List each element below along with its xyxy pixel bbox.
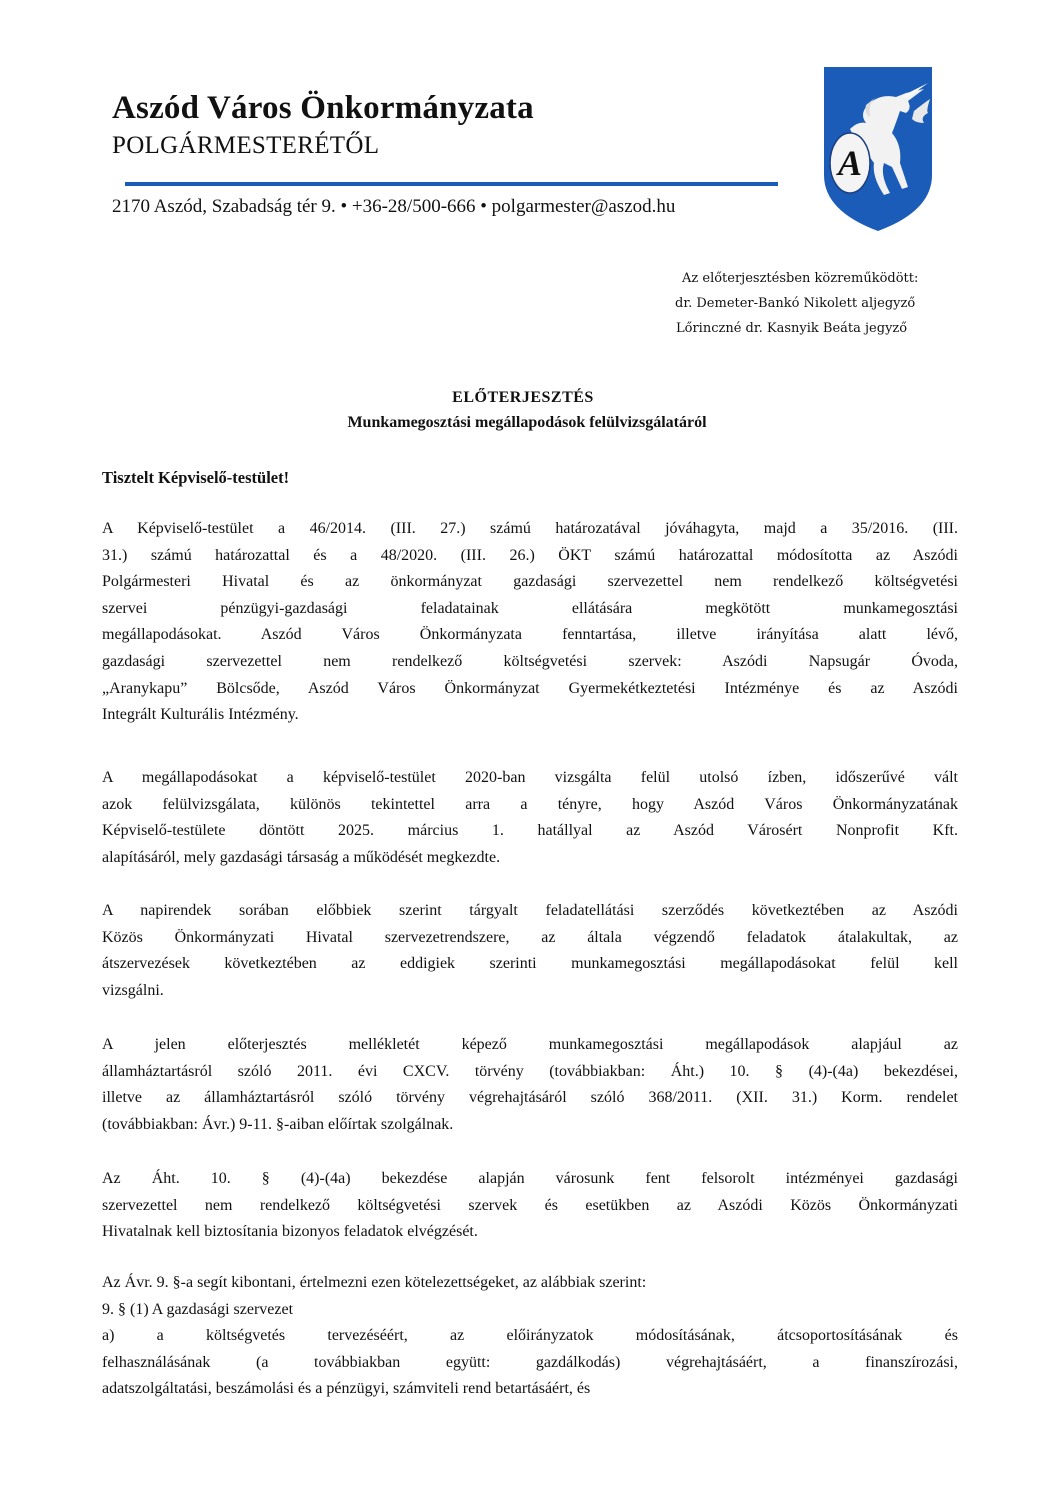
paragraph <box>102 516 958 729</box>
paragraph-line: gazdasági szervezettel nem rendelkező költségvetési szervek: Aszódi Napsugár Óvoda, <box>102 652 958 670</box>
paragraph-line: adatszolgáltatási, beszámolási és a pénzügyi, számviteli rend betartásáért, és <box>102 1380 591 1398</box>
letterhead-divider <box>125 182 778 186</box>
paragraph <box>102 1270 958 1403</box>
paragraph-line: szervei pénzügyi-gazdasági feladatainak ellátására megkötött munkamegosztási <box>102 599 958 617</box>
paragraph-line: A jelen előterjesztés mellékletét képező munkamegosztási megállapodások alapjául az <box>102 1036 958 1053</box>
paragraph-line: államháztartásról szóló 2011. évi CXCV. törvény (továbbiakban: Áht.) 10. § (4)-(4a) bekezdései, <box>102 1062 958 1080</box>
paragraph-line: Az Áht. 10. § (4)-(4a) bekezdése alapján városunk fent felsorolt intézményei gazdasági <box>102 1170 958 1187</box>
paragraph-line: felhasználásának (a továbbiakban együtt: gazdálkodás) végrehajtásáért, a finanszírozási, <box>102 1353 958 1371</box>
document-type-title: ELŐTERJESZTÉS <box>452 389 594 406</box>
contributors-intro: Az előterjesztésben közreműködött: <box>682 271 919 286</box>
contact-line: 2170 Aszód, Szabadság tér 9. • +36-28/500-666 • polgarmester@aszod.hu <box>112 196 676 217</box>
svg-text:A: A <box>837 143 863 183</box>
organization-name: Aszód Város Önkormányzata <box>112 90 534 126</box>
paragraph-line: Polgármesteri Hivatal és az önkormányzat gazdasági szervezettel nem rendelkező költségvetési <box>102 573 958 591</box>
paragraph-line: Hivatalnak kell biztosítania bizonyos feladatok elvégzését. <box>102 1223 478 1241</box>
paragraph-line: „Aranykapu” Bölcsőde, Aszód Város Önkormányzat Gyermekétkeztetési Intézménye és az Aszódi <box>102 679 958 697</box>
paragraph <box>102 1166 958 1246</box>
paragraph-line: Az Ávr. 9. §-a segít kibontani, értelmezni ezen kötelezettségeket, az alábbiak szerint: <box>102 1274 647 1291</box>
paragraph-line: Integrált Kulturális Intézmény. <box>102 706 299 724</box>
paragraph-line: a) a költségvetés tervezéséért, az előirányzatok módosításának, átcsoportosításának és <box>102 1327 958 1345</box>
paragraph-line: Képviselő-testülete döntött 2025. március 1. hatállyal az Aszód Városért Nonprofit Kft. <box>102 822 958 840</box>
contributor: dr. Demeter-Bankó Nikolett aljegyző <box>675 296 916 311</box>
unicorn-coat-of-arms-icon <box>820 63 936 233</box>
document-subject: Munkamegosztási megállapodások felülvizsgálatáról <box>347 414 707 431</box>
paragraph-line: A napirendek sorában előbbiek szerint tárgyalt feladatellátási szerződés következtében az Aszódi <box>102 902 958 919</box>
paragraph-line: azok felülvizsgálata, különös tekintettel arra a tényre, hogy Aszód Város Önkormányzatának <box>102 795 958 813</box>
paragraph <box>102 765 958 871</box>
paragraph-line: vizsgálni. <box>102 981 164 999</box>
paragraph-line: szervezettel nem rendelkező költségvetési szervek és esetükben az Aszódi Közös Önkormányzati <box>102 1196 958 1214</box>
contributors-block <box>660 266 950 341</box>
paragraph-line: alapításáról, mely gazdasági társaság a működését megkezdte. <box>102 848 501 866</box>
paragraph <box>102 1032 958 1138</box>
paragraph-line: 9. § (1) A gazdasági szervezet <box>102 1300 294 1318</box>
organization-subtitle: POLGÁRMESTERÉTŐL <box>112 132 380 159</box>
paragraph <box>102 898 958 1004</box>
contributor: Lőrinczné dr. Kasnyik Beáta jegyző <box>676 321 908 336</box>
paragraph-line: (továbbiakban: Ávr.) 9-11. §-aiban előírtak szolgálnak. <box>102 1115 454 1133</box>
paragraph-line: A megállapodásokat a képviselő-testület 2020-ban vizsgálta felül utolsó ízben, időszerűvé vált <box>102 769 958 786</box>
paragraph-line: 31.) számú határozattal és a 48/2020. (III. 26.) ÖKT számú határozattal módosította az Aszódi <box>102 546 958 564</box>
paragraph-line: illetve az államháztartásról szóló törvény végrehajtásáról szóló 368/2011. (XII. 31.) Korm. rendelet <box>102 1089 958 1107</box>
paragraph-line: átszervezések következtében az eddigiek szerinti munkamegosztási megállapodásokat felül kell <box>102 955 958 973</box>
paragraph-line: A Képviselő-testület a 46/2014. (III. 27.) számú határozatával jóváhagyta, majd a 35/2016. (III. <box>102 520 958 537</box>
paragraph-line: Közös Önkormányzati Hivatal szervezetrendszere, az általa végzendő feladatok átalakultak, az <box>102 928 958 946</box>
salutation: Tisztelt Képviselő-testület! <box>102 468 290 487</box>
paragraph-line: megállapodásokat. Aszód Város Önkormányzata fenntartása, illetve irányítása alatt lévő, <box>102 626 958 644</box>
